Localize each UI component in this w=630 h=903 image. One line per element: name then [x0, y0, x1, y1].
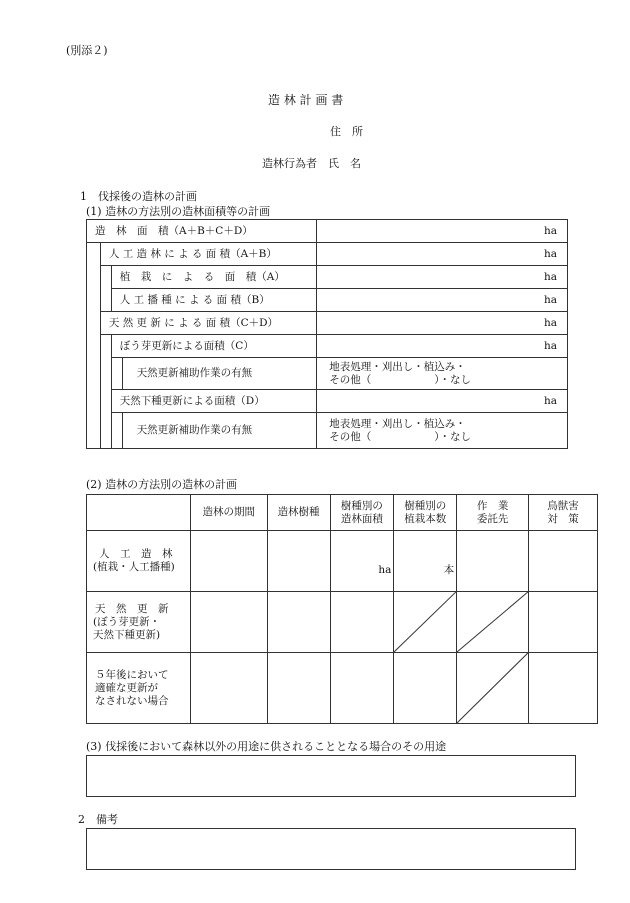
table-row: [87, 243, 568, 266]
section1-heading: 1 伐採後の造林の計画: [80, 190, 197, 203]
sprout-area-label: ぼう芽更新による面積（C）: [111, 335, 317, 358]
table-row: [87, 335, 568, 358]
col-area: [330, 495, 394, 531]
applicant-name-label: 造林行為者 氏 名: [262, 157, 361, 170]
planting-area-value[interactable]: ha: [317, 266, 568, 289]
subsection1-heading: (1) 造林の方法別の造林面積等の計画: [86, 205, 271, 218]
table-row: [87, 266, 568, 289]
natural-count-crossed-cell: [394, 592, 457, 653]
seedfall-area-value[interactable]: ha: [317, 390, 568, 413]
natural-area-value[interactable]: ha: [317, 312, 568, 335]
subsection2-heading: (2) 造林の方法別の造林の計画: [86, 478, 238, 491]
fail-damage-cell[interactable]: [529, 653, 598, 724]
address-label: 住 所: [330, 125, 363, 138]
row-fail-l1: ５年後において: [95, 668, 169, 681]
aid2-options-line2: その他（ ）・なし: [329, 430, 472, 443]
artificial-area-unit: ha: [378, 564, 392, 576]
row-artificial-l2: (植栽・人工播種): [93, 561, 175, 573]
natural-area-cell[interactable]: [330, 592, 394, 653]
land-use-input-box[interactable]: [86, 755, 576, 797]
natural-damage-cell[interactable]: [529, 592, 598, 653]
fail-species-cell[interactable]: [267, 653, 330, 724]
sprout-area-value[interactable]: ha: [317, 335, 568, 358]
aid1-label: 天然更新補助作業の有無: [122, 358, 317, 390]
aid2-label: 天然更新補助作業の有無: [122, 413, 317, 449]
col-count-l2: 植栽本数: [404, 512, 447, 525]
fail-contractor-crossed-cell: [457, 653, 529, 724]
col-contractor-l1: 作 業: [476, 499, 509, 512]
col-damage-l1: 鳥獣害: [547, 499, 579, 512]
row-natural-l1: 天 然 更 新: [95, 602, 169, 615]
table-row: [87, 289, 568, 312]
natural-period-cell[interactable]: [190, 592, 267, 653]
total-area-value[interactable]: ha: [317, 220, 568, 243]
row-natural-l2: (ぼう芽更新・: [93, 615, 161, 628]
row-fail-l3: なされない場合: [95, 694, 169, 707]
col-count-l1: 樹種別の: [404, 499, 447, 512]
planting-area-label: 植 栽 に よ る 面 積（A）: [111, 266, 317, 289]
table-row: [87, 592, 598, 653]
artificial-area-label: 人 工 造 林 に よ る 面 積（A＋B）: [100, 243, 316, 266]
attachment-label: (別添２): [66, 44, 108, 57]
artificial-species-cell[interactable]: [267, 531, 330, 592]
aid2-options-line1: 地表処理・刈出し・植込み・: [329, 417, 466, 430]
aid2-options[interactable]: [317, 413, 568, 449]
natural-area-label: 天 然 更 新 に よ る 面 積（C＋D）: [100, 312, 316, 335]
subsection3-heading: (3) 伐採後において森林以外の用途に供されることとなる場合のその用途: [86, 740, 447, 753]
fail-period-cell[interactable]: [190, 653, 267, 724]
col-count: [394, 495, 457, 531]
diagonal-line: [394, 592, 456, 652]
col-area-l2: 造林面積: [340, 512, 383, 525]
page-title: 造 林 計 画 書: [268, 93, 344, 107]
remarks-input-box[interactable]: [86, 828, 576, 870]
artificial-count-unit: 本: [443, 564, 455, 576]
natural-species-cell[interactable]: [267, 592, 330, 653]
aid1-options-line1: 地表処理・刈出し・植込み・: [329, 360, 466, 373]
section2-heading: 2 備考: [78, 813, 118, 826]
plan-table: [86, 494, 598, 724]
diagonal-line: [457, 592, 528, 652]
aid1-options-line2: その他（ ）・なし: [329, 373, 472, 386]
seeding-area-value[interactable]: ha: [317, 289, 568, 312]
col-area-l1: 樹種別の: [340, 499, 383, 512]
col-damage-l2: 対 策: [547, 512, 579, 525]
artificial-count-cell[interactable]: [394, 531, 457, 592]
table-header-row: [87, 495, 598, 531]
col-species: 造林樹種: [267, 495, 330, 531]
area-table: [86, 219, 568, 449]
col-period: 造林の期間: [190, 495, 267, 531]
row-natural-label: [87, 592, 191, 653]
artificial-period-cell[interactable]: [190, 531, 267, 592]
table-row: [87, 220, 568, 243]
col-contractor-l2: 委託先: [476, 512, 509, 525]
fail-area-cell[interactable]: [330, 653, 394, 724]
artificial-area-cell[interactable]: [330, 531, 394, 592]
col-contractor: [457, 495, 529, 531]
natural-contractor-crossed-cell: [457, 592, 529, 653]
seeding-area-label: 人 工 播 種 に よ る 面 積（B）: [111, 289, 317, 312]
table-row: [87, 531, 598, 592]
artificial-area-value[interactable]: ha: [317, 243, 568, 266]
artificial-contractor-cell[interactable]: [457, 531, 529, 592]
table-row: [87, 653, 598, 724]
row-natural-l3: 天然下種更新): [93, 628, 161, 641]
row-fail-label: [87, 653, 191, 724]
diagonal-line: [457, 653, 528, 723]
row-fail-l2: 適確な更新が: [95, 681, 158, 694]
row-artificial-l1: 人 工 造 林: [99, 548, 173, 560]
table-row: [87, 390, 568, 413]
table-row: [87, 312, 568, 335]
total-area-label: 造 林 面 積（A＋B＋C＋D）: [87, 220, 317, 243]
artificial-damage-cell[interactable]: [529, 531, 598, 592]
table-row: [87, 358, 568, 390]
seedfall-area-label: 天然下種更新による面積（D）: [111, 390, 317, 413]
fail-count-cell[interactable]: [394, 653, 457, 724]
table-row: [87, 413, 568, 449]
aid1-options[interactable]: [317, 358, 568, 390]
col-damage: [529, 495, 598, 531]
row-artificial-label: [87, 531, 191, 592]
